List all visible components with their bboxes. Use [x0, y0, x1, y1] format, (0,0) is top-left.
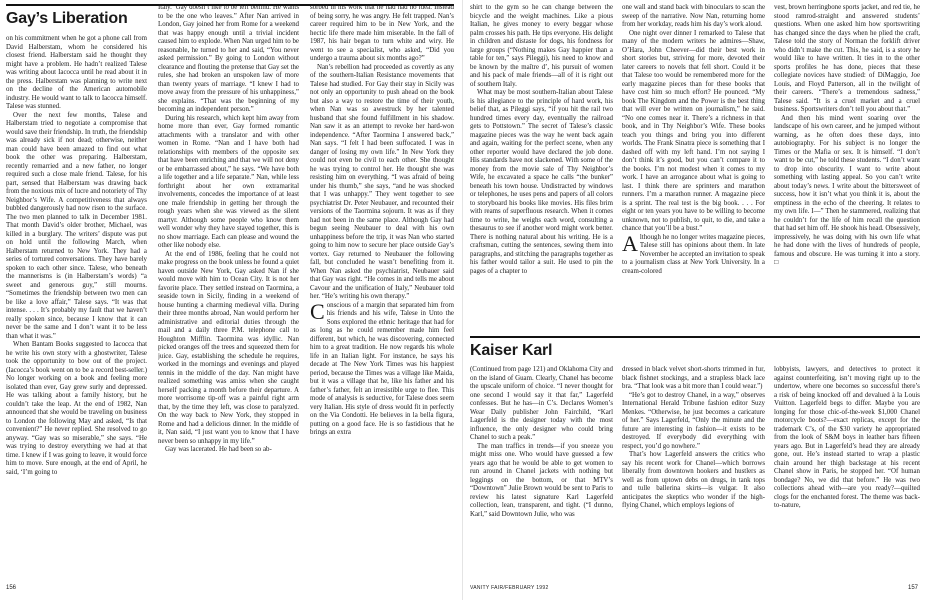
paragraph: on his commitment when he got a phone call from David Halberstam, whom he considered his closest friend. Halberstam said he thought they might have a problem. He hadn’t realized Talese was writing about Iacocca until he read about it in the press. Halberstam was planning to write next on the decline of the American automobile industry. He would want to talk to Iacocca himself. Talese was stunned. — [6, 35, 147, 110]
gutter — [462, 0, 463, 600]
paragraph: And then his mind went soaring over the landscape of his own career, and he jumped without warning, as he often does these days, into autobiography. For his subject is no longer the Times or the Mafia or sex. It is himself. “I don’t want to be cut,” he told these students. “I don’t want to drop into obscurity. I want to write about something with lasting appeal. So you can’t write about today’s news. I write about the bittersweet of success, how it isn’t what you think it is, about the emptiness in the echo of the cheering. It relates to my own life. I—” Then he stammered, realizing that he couldn’t for the life of him recall the question that had set him off. He shook his head. Obsessively, impressively, he was doing with his own life what he had done with the lives of hundreds of people, famous and obscure. He was turning it into a story. □ — [774, 114, 920, 266]
right-column-2 — [622, 4, 765, 329]
magazine-footer: VANITY FAIR/FEBRUARY 1992 — [470, 585, 549, 591]
section-column-2 — [622, 366, 765, 580]
paragraph: lobbyists, lawyers, and detectives to protect it against counterfeiting, isn’t moving right up to the undertow, where one becomes so successful there’s a risk of being knocked off and devalued à la Louis Vuitton. Lagerfeld begs to differ. Maybe you are longing for those chic-of-the-week $1,000 Chanel motorcycle boots?—exact replicas, except for the trademark C’s, of the $30 variety he appropriated from the look of S&M boys in leather bars fifteen years ago. But in Lagerfeld’s head they are already gone, out. He’s instead started to wrap a plastic chain around her thigh backstage at his recent Chanel show in Paris, he stopped her. “Of human bondage? No, we did that before.” He was two collections ahead with—are you ready?—quilted clogs for the enchanted forest. The theme was back-to-nature, — [774, 366, 920, 509]
page-number: 156 — [6, 585, 17, 591]
right-column-1 — [470, 4, 613, 329]
paragraph: Over the next few months, Talese and Halberstam tried to negotiate a compromise that would save their friendship. In truth, the friendship was already sick if not dead; otherwise, neither man could have been amazed to find out what book the other was preparing. Halberstam, recently remarried and a new father, no longer required such a close male friend. Talese, for his part, sensed that Halberstam was drawing back from the noxious mix of lucre and notoriety of Thy Neighbor’s Wife. A competitiveness that always bubbled dangerously had now risen to the surface. The two men planned to talk in December 1981. That month David’s older brother, Michael, was killed in a burglary. The writers’ dispute was put on hold until the following March, when Halberstam returned to New York. They had a series of tortured conversations. They have barely spoken to each other since. Talese, who beneath the mannerisms is (in Halberstam’s words) “a sweet and generous guy,” still mourns. “Sometimes the friendship between two men can be like a love affair,” Talese says. “It was that intense. . . . It’s probably my fault that we haven’t really spoken since, because I know that it can never be the same and I don’t want it to be less than what it was.” — [6, 111, 147, 340]
right-column-3 — [774, 4, 920, 329]
paragraph-dropcap: Conscious of a margin that separated him from his friends and his wife, Talese in Unto the Sons explored the ethnic heritage that had for as long as he could remember made him feel different, but which, he was discovering, connected him to a great tradition. He now regards his whole life in an Italian light. For instance, he says his decade at The New York Times was his happiest period, because the Times was a village like Maida, but it was a village that he, like his father and his father’s father, felt an irresistible urge to flee. This mode of analysis is seductive, for Talese does seem very Italian. His style of dress would fit in perfectly on the Via Condotti. He believes in la bella figura, putting on a good face. He is so fastidious that he brings an extra — [310, 298, 454, 436]
paragraph: One night over dinner I remarked to Talese that many of the modern writers he admires—Shaw, O’Hara, John Cheever—did their best work in short stories but, striving for more, devoted their later careers to novels that fell short. Could it be that Talese too would be remembered more for the early magazine pieces than for these books that have cost him so much effort? He pounced. “My book The Kingdom and the Power is the best thing that will ever be written on journalism,” he said. “No one comes near it. There’s a richness in that book, and in Thy Neighbor’s Wife. These books teach you things and bring you into different worlds. The Frank Sinatra piece is something that I dashed off with my left hand. I’m not saying I don’t think it’s good, but you can’t compare it to the books. I’m not modest when it comes to my work. I have an arrogance about what is going to last. I think there are sprinters and marathon runners. I’m a marathon runner. A magazine piece is a sprint. The real test is the big book. . . . For eight or ten years you have to be willing to become unknown, not to publish, to quit, to die, and take a chance that you’ll be a bust.” — [622, 29, 765, 232]
paragraph: sorbed in his work that he had had no idea. Instead of being sorry, he was angry. He felt trapped. Nan’s career required him to be in New York, and the hectic life there made him miserable. In the fall of 1987, his hair began to turn white and wiry. He went to see a specialist, who asked, “Did you undergo a trauma about six months ago?” — [310, 4, 454, 62]
section-rule — [470, 336, 920, 338]
paragraph: (Continued from page 121) and Oklahoma City and on the island of Guam. Clearly, Chanel has become the upscale uniform of choice. “I never thought for one second I would say it that far,” Lagerfeld confesses. But he has—in C’s. Declares Women’s Wear Daily publisher John Fairchild, “Karl Lagerfeld is the designer today with the most influence, the only designer who could bring Chanel to such a peak.” — [470, 366, 613, 441]
paragraph: That’s how Lagerfeld answers the critics who say his recent work for Chanel—which borrows liberally from downtown hookers and hustlers as well as from uptown debs on drugs, in tank tops and tulle ballerina skirts—is vulgar. It also anticipates the skeptics who wonder if the high-flying Chanel, which employs legions of — [622, 451, 765, 509]
page-number: 157 — [908, 585, 919, 591]
left-column-3 — [310, 4, 454, 580]
paragraph: Gay was lacerated. He had been so ab- — [165, 446, 272, 453]
section-column-1 — [470, 366, 613, 580]
paragraph: shirt to the gym so he can change between the bicycle and the weight machines. Like a pious Italian, he gives money to every beggar whose palm crosses his path. He tips everyone. His delight in children and distaste for dogs, his fondness for large groups (“Nothing makes Gay happier than a table for ten,” says Pileggi), his need to know and be known by the maître d’, his pursuit of women and his pack of male friends—all of it is right out of southern Italy. — [470, 4, 613, 88]
paragraph: vest, brown herringbone sports jacket, and red tie, he stood ramrod-straight and answered students’ questions. When one asked him how sportswriting has changed since the days when he plied the craft, Talese told the story of Norman the forklift driver who didn’t make the cut. This, he said, is a story he would like to have written. It ties in to the other sports profiles he has done, pieces that these collegiate novices have studied: of DiMaggio, Joe Louis, and Floyd Patterson, all in the twilight of their careers. “There’s a tremendous sadness,” Talese said. “It is a cruel market and a cruel business. Sportswriters don’t tell you about that.” — [774, 4, 920, 113]
paragraph: Italy.’ Gay doesn’t like to be left behind. He wants to be the one who leaves.” After Nan arrived in London, Gay joined her from Rome for a weekend that was happy enough until a trivial incident caused him to explode. When Nan urged him to be reasonable, he turned to her and said, “You never asked permission.” By going to London without clearance and flouting the pretense that Gay set the rules, she had broken an unspoken law of more than twenty years of marriage. “I knew I had to move away from the pressure of his unhappiness,” she explains. “That was the beginning of my becoming an independent person.” — [158, 4, 299, 113]
paragraph-dropcap: Although he no longer writes magazine pieces, Talese still has opinions about them. In late November he accepted an invitation to speak to a journalism class at New York University. In a cream-colored — [622, 230, 765, 275]
left-column-2 — [158, 4, 299, 580]
paragraph: During his research, which kept him away from home more than ever, Gay formed romantic attachments with a translator and with other women in Rome. “Nan and I have both had relationships with members of the opposite sex that have been enriching and that we will not deny or be embarrassed about,” he says. “We have both a life together and a life separate.” Nan, while less forthright about her own extramarital involvements, concedes the importance of at least one male friendship in getting her through the rough years when she was viewed as the silent martyr. Although some people who know them well wonder why they have stayed together, this is no show marriage. Each can please and wound the other like nobody else. — [158, 114, 299, 249]
section-headline: Kaiser Karl — [470, 342, 553, 359]
paragraph: dressed in black velvet short-shorts trimmed in fur, black fishnet stockings, and a strapless black lace bra. “That look was a bit more than I could wear.”) — [622, 366, 765, 390]
article-headline: Gay’s Liberation — [6, 10, 128, 27]
right-page — [466, 0, 926, 600]
left-column-1 — [6, 35, 147, 580]
paragraph: “He’s got to destroy Chanel, in a way,” observes International Herald Tribune fashion editor Suzy Menkes. “Otherwise, he just becomes a caricature of her.” Says Lagerfeld, “Only the minute and the future are interesting in fashion—it exists to be destroyed. If everybody did everything with respect, you’d go nowhere.” — [622, 391, 765, 450]
paragraph: one wall and stand back with binoculars to scan the sweep of the narrative. Now Nan, returning home from her workday, reads him his day’s work aloud. — [622, 4, 765, 28]
paragraph: The man traffics in trends—if you sneeze you might miss one. Who would have guessed a few years ago that he would be able to get women to run around in Chanel jackets with nothing but leggings on the bottom, or that MTV’s “Downtown” Julie Brown would be sent to Paris to review his latest signature Karl Lagerfeld collection, lean, transparent, and tight. (“I dunno, Karl,” said Downtown Julie, who was — [470, 442, 613, 518]
paragraph: What may be most southern-Italian about Talese is his allegiance to the principle of hard work, his belief that, as Pileggi says, “if you hit the rail two hundred times every day, eventually the railroad gets to Pottstown.” The secret of Talese’s classic magazine pieces was the way he went back again and again, waiting for the perfect scene, when any other reporter would have declared the job done. His standards have not slackened. With some of the money from the movie sale of Thy Neighbor’s Wife, he excavated a space he calls “the bunker” beneath his town house. Undistracted by windows or telephones, he uses pens and papers of all colors to storyboard his books like movies. His files brim with reams of superfluous research. When it comes time to write, he weighs each word, consulting a thesaurus to see if another word might work better. There is nothing natural about his writing. He is a craftsman, cutting the sentences, sewing them into paragraphs, and stitching the paragraphs together as his father would tailor a suit. He used to pin the pages of a chapter to — [470, 89, 613, 275]
paragraph: At the end of 1986, feeling that he could not make progress on the book unless he found a quiet haven outside New York, Gay asked Nan if she would move with him to Ocean City. It is not her favorite place. They settled instead on Taormina, a seaside town in Sicily, finding in a weekend of house hunting a charming medieval villa. During their three months abroad, Nan would perform her administrative and editorial duties through the mail and a daily three P.M. telephone call to Houghton Mifflin. Taormina was idyllic. Nan picked oranges off the trees and squeezed them for juice. Gay, establishing the schedule he requires, worked in the mornings and evenings and played tennis in the middle of the day. Nan might have realized something was amiss when she caught herself packing a month before their departure. A more worrisome tip-off was a painful right arm that, by the time they left, was close to paralyzed. On the way back to New York, they stopped in Rome and had a delicious dinner. In the middle of it, Nan said, “I just want you to know that I have never been so unhappy in my life.” — [158, 250, 299, 445]
drop-cap-letter: C — [310, 298, 325, 324]
section-column-3 — [774, 366, 920, 580]
paragraph: When Bantam Books suggested to Iacocca that he write his own story with a ghostwriter, Talese took the opportunity to bow out of the project. (Iacocca’s book went on to be a record best-seller.) No longer working on a book and feeling more isolated than ever, Gay grew surly and depressed. He was talking about a family history, but he couldn’t take the leap. At the end of 1982, Nan announced that she would be traveling on business to London the following May and asked, “Is that convenient?” He never replied. She resolved to go anyway. “Gay was so miserable,” she says. “He was trying to destroy everything we had at that time. I knew if I was going to leave, it would force him to move. Sure enough, at the end of April, he said, ‘I’m going to — [6, 341, 147, 476]
drop-cap-letter: A — [622, 230, 638, 256]
paragraph: Nan’s rebellion had proceeded as covertly as any of the southern-Italian Resistance movements that Talese had studied. For Gay their stay in Sicily was not only an opportunity to push ahead on the book but also a way to restore the time of their youth, when Nan was so awestruck by her talented husband that she found fulfillment in his shadow. Nan saw it as an attempt to revoke her hard-won independence. “After Taormina I answered back,” Nan says. “I felt I had been suffocated. I was in danger of losing my own life.” In New York they could not even be civil to each other. She thought he was trying to control her. He thought she was resisting him on everything. “I was afraid of being under his thumb,” she says, “and he was shocked that I was unhappy.” They went together to see psychiatrist Dr. Peter Neubauer, and recounted their versions of the Taormina sojourn. It was as if they had not been in the same place. Although Gay had begun seeing Neubauer to deal with his own unhappiness before the trip, it was Nan who started going to him now to secure her place outside Gay’s vortex. Gay returned to Neubauer the following fall, but concluded he wasn’t benefiting from it. When Nan asked the psychiatrist, Neubauer said that Gay was right. “He comes in and tells me about Cavour and the unification of Italy,” Neubauer told her. “He’s writing his own therapy.” — [310, 63, 454, 300]
left-page — [0, 0, 460, 600]
